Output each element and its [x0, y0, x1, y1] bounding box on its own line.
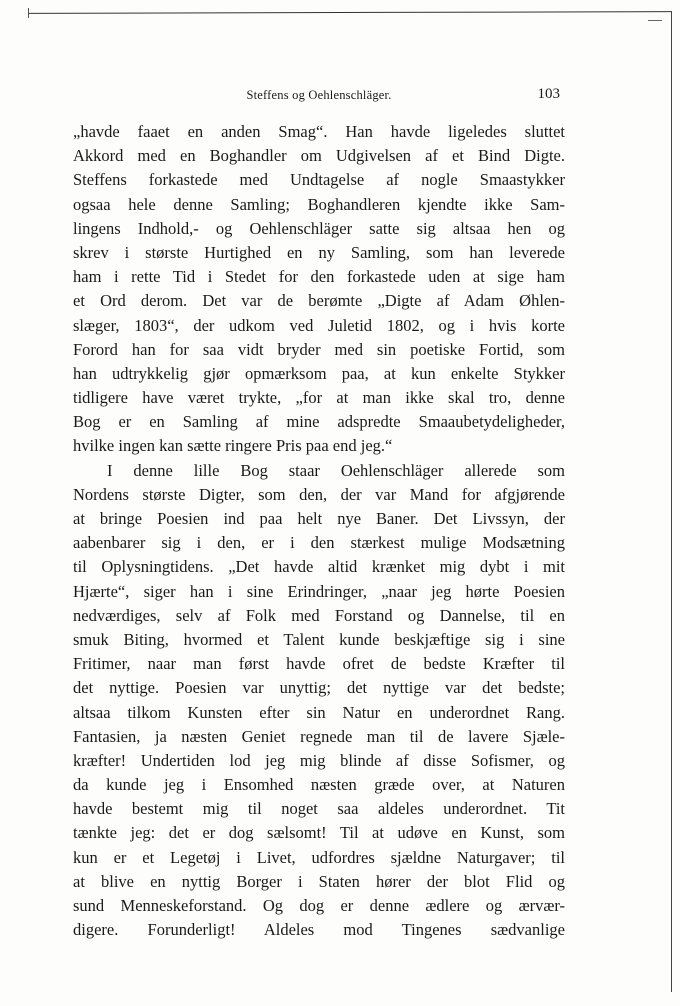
- text-line: smuk Biting, hvormed et Talent kunde beskjæftige sig i sine: [73, 629, 565, 649]
- text-line: ham i rette Tid i Stedet for den forkastede uden at sige ham: [73, 267, 565, 287]
- text-line: Nordens største Digter, som den, der var Mand for afgjørende: [73, 484, 565, 504]
- text-line: altsaa tilkom Kunsten efter sin Natur en underordnet Rang.: [73, 702, 565, 722]
- text-line: kræfter! Undertiden lod jeg mig blinde af disse Sofismer, og: [73, 750, 565, 770]
- text-line: Forord han for saa vidt bryder med sin poetiske Fortid, som: [73, 339, 565, 359]
- text-line: Fritimer, naar man først havde ofret de bedste Kræfter til: [73, 654, 565, 674]
- text-line: til Oplysningtidens. „Det havde altid krænket mig dybt i mit: [73, 557, 565, 577]
- text-line: da kunde jeg i Ensomhed næsten græde over, at Naturen: [73, 775, 565, 795]
- text-line: Akkord med en Boghandler om Udgivelsen af et Bind Digte.: [73, 146, 565, 166]
- text-line: han udtrykkelig gjør opmærksom paa, at kun enkelte Stykker: [73, 363, 565, 383]
- page-edge-tick: [28, 8, 29, 18]
- text-line: „havde faaet en anden Smag“. Han havde ligeledes sluttet: [73, 122, 565, 141]
- text-line: skrev i største Hurtighed en ny Samling, som han leverede: [73, 242, 565, 262]
- text-line: at blive en nyttig Borger i Staten hører der blot Flid og: [73, 871, 565, 891]
- text-line: Hjærte“, siger han i sine Erindringer, „naar jeg hørte Poesien: [73, 581, 565, 601]
- text-line: Bog er en Samling af mine adspredte Smaaubetydeligheder,: [73, 412, 565, 432]
- text-line: digere. Forunderligt! Aldeles mod Tingenes sædvanlige: [73, 920, 565, 940]
- page-edge-right: [671, 12, 672, 992]
- text-line: aabenbarer sig i den, er i den stærkest mulige Modsætning: [73, 533, 565, 553]
- text-line: Steffens forkastede med Undtagelse af nogle Smaastykker: [73, 170, 565, 190]
- text-line: Fantasien, ja næsten Geniet regnede man til de lavere Sjæle-: [73, 726, 565, 746]
- text-line: tænkte jeg: det er dog sælsomt! Til at udøve en Kunst, som: [73, 823, 565, 843]
- text-line: havde bestemt mig til noget saa aldeles underordnet. Tit: [73, 799, 565, 819]
- text-line: kun er et Legetøj i Livet, udfordres sjældne Naturgaver; til: [73, 847, 565, 867]
- text-line-paragraph-end: hvilke ingen kan sætte ringere Pris paa end jeg.“: [73, 436, 393, 456]
- text-line: ogsaa hele denne Samling; Boghandleren kjendte ikke Sam-: [73, 194, 565, 214]
- page-edge-top: [28, 11, 672, 14]
- text-line: at bringe Poesien ind paa helt nye Baner. Det Livssyn, der: [73, 509, 565, 528]
- page-header: [73, 86, 565, 106]
- text-line: lingens Indhold,- og Oehlenschläger satte sig altsaa hen og: [73, 218, 565, 238]
- text-line: tidligere have været trykte, „for at man ikke skal tro, denne: [73, 388, 565, 408]
- text-line: det nyttige. Poesien var unyttig; det nyttige var det bedste;: [73, 678, 565, 698]
- body-text: [73, 120, 565, 942]
- running-title: Steffens og Oehlenschläger.: [246, 88, 392, 102]
- text-line: et Ord derom. Det var de berømte „Digte af Adam Øhlen-: [73, 291, 565, 311]
- page-corner-mark: [648, 12, 662, 21]
- text-line: slæger, 1803“, der udkom ved Juletid 1802, og i hvis korte: [73, 315, 565, 335]
- text-line: nedværdiges, selv af Folk med Forstand og Dannelse, til en: [73, 605, 565, 625]
- page-number: 103: [537, 86, 560, 102]
- text-line: sund Menneskeforstand. Og dog er denne ædlere og ærvær-: [73, 896, 565, 915]
- text-line-paragraph-start: I denne lille Bog staar Oehlenschläger allerede som: [107, 460, 565, 480]
